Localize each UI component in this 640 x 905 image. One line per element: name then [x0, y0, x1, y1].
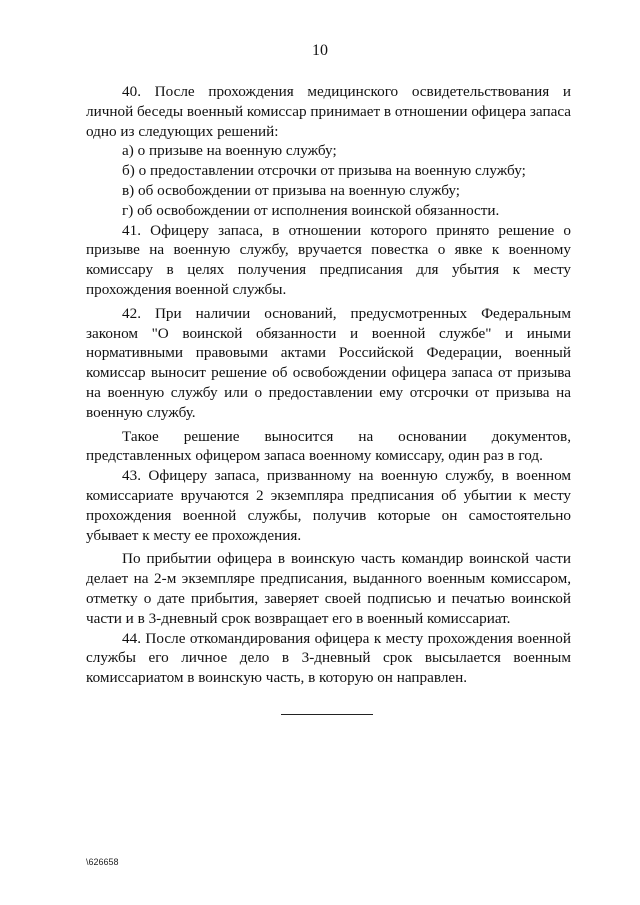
paragraph-40: 40. После прохождения медицинского освидетельствования и личной беседы военный комиссар принимает в отношении офицера запаса одно из следующих решений: — [86, 83, 571, 140]
list-item-b: б) о предоставлении отсрочки от призыва на военную службу; — [122, 162, 526, 180]
end-of-text-rule — [281, 714, 373, 715]
list-item-a: а) о призыве на военную службу; — [122, 142, 337, 160]
list-item-g: г) об освобождении от исполнения воинской обязанности. — [122, 201, 500, 219]
document-body — [86, 78, 571, 688]
paragraph-41: 41. Офицеру запаса, в отношении которого принято решение о призыве на военную службу, вручается повестка о явке к военному комиссару в целях получения предписания для убытия к месту прохождения военной службы. — [86, 221, 571, 298]
paragraph-42: 42. При наличии оснований, предусмотренных Федеральным законом "О воинской обязанности и военной службе" и иными нормативными правовыми актами Российской Федерации, военный комиссар выносит решение об освобождении офицера запаса от призыва на военную службу или о предоставлении ему отсрочки от призыва на военную службу. — [86, 304, 571, 421]
page-number: 10 — [312, 42, 328, 59]
paragraph-43: 43. Офицеру запаса, призванному на военную службу, в военном комиссариате вручаются 2 экземпляра предписания об убытии к месту прохождения военной службы, получив которые он самостоятельно убывает к месту ее прохождения. — [86, 467, 571, 544]
paragraph-43-continuation: По прибытии офицера в воинскую часть командир воинской части делает на 2-м экземпляре предписания, выданного военным комиссаром, отметку о дате прибытия, заверяет своей подписью и печатью воинской части и в 3-дневный срок возвращает его в военный комиссариат. — [86, 550, 571, 627]
list-item-v: в) об освобождении от призыва на военную службу; — [122, 181, 461, 199]
paragraph-44: 44. После откомандирования офицера к месту прохождения военной службы его личное дело в 3-дневный срок высылается военным комиссариатом в воинскую часть, в которую он направлен. — [86, 629, 571, 687]
document-code: \626658 — [86, 857, 119, 867]
paragraph-42-continuation: Такое решение выносится на основании документов, представленных офицером запаса военному комиссару, один раз в год. — [86, 427, 571, 465]
